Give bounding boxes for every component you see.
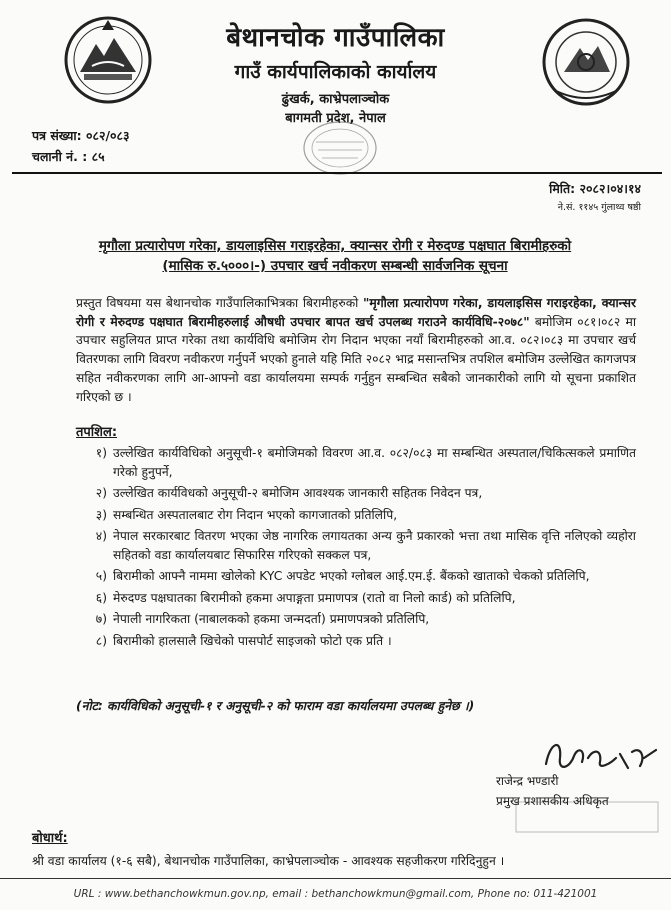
body-paragraph (76, 294, 636, 406)
list-item (76, 506, 636, 525)
list-item (76, 567, 636, 586)
nepal-sambat-date: ने.सं. ११४५ गुंलाथ्व षष्ठी (557, 202, 641, 213)
list-item (76, 589, 636, 608)
subject-line-2: (मासिक रु.५०००।-) उपचार खर्च नवीकरण सम्बन्धी सार्वजनिक सूचना (162, 258, 508, 274)
organization-name: बेथानचोक गाउँपालिका (226, 23, 445, 53)
list-item-text: मेरुदण्ड पक्षघातका बिरामीको हकमा अपाङ्गता प्रमाणपत्र (रातो वा निलो कार्ड) को प्रतिलिपि, (113, 590, 516, 605)
list-item-text: उल्लेखित कार्यविधको अनुसूची-२ बमोजिम आवश्यक जानकारी सहितक निवेदन पत्र, (113, 486, 483, 500)
list-item (76, 484, 636, 503)
office-stamp (300, 118, 380, 178)
body-text-end: बमोजिम ०८१।०८२ मा उपचार सहुलियत प्राप्त गरेका तथा कार्यविधि बमोजिम रोग निदान भएका नयाँ बिरामीहरुको आ.व. ०८२।०८३ मा उपचार खर्च वितरणका लागि विवरण नवीकरण गर्नुपर्ने भएको हुनाले यहि मिति २०८२ भाद्र मसान्तभित्र तपशिल बमोजिम उल्लेखित कागजपत्र सहित नवीकरणका लागि आ-आफ्नो वडा कार्यालयमा सम्पर्क गर्नुहुन सम्बन्धित सबैको जानकारीको लागि यो सूचना प्रकाशित गरिएको छ । (76, 314, 637, 404)
list-item-text: बिरामीको आफ्नै नाममा खोलेको KYC अपडेट भएको ग्लोबल आई.एम.ई. बैंकको खाताको चेकको प्रतिलिपि, (113, 569, 590, 583)
address-line-1: ढुंखर्क, काभ्रेपलाञ्चोक (281, 92, 390, 107)
list-item-number: ५) (95, 569, 107, 583)
cc-heading: बोधार्थ: (32, 831, 68, 846)
address-line-2: बागमती प्रदेश, नेपाल (285, 111, 386, 126)
list-item-text: नेपाल सरकारबाट वितरण भएका जेष्ठ नागरिक लगायतका अन्य कुनै प्रकारको भत्ता तथा मासिक वृत्ति नलिएको व्यहोरा सहितको वडा कार्यालयबाट सिफारिस गरिएको सक्कल पत्र, (113, 529, 636, 562)
body-text-bold: "मृगौला प्रत्यारोपण गरेका, डायलाइसिस गराइरहेका, क्यान्सर रोगी र मेरुदण्ड पक्षघात बिरामीहरुलाई औषधी उपचार बापत खर्च उपलब्ध गराउने कार्यविधि-२०७८" (76, 296, 636, 329)
header-divider (12, 172, 662, 174)
list-item-number: ६) (95, 590, 107, 605)
subject-line-1: मृगौला प्रत्यारोपण गरेका, डायलाइसिस गराइरहेका, क्यान्सर रोगी र मेरुदण्ड पक्षघात बिरामीहरुको (98, 238, 572, 254)
details-heading: तपशिल: (76, 425, 118, 440)
list-item-number: १) (95, 446, 107, 460)
list-item-number: ४) (95, 529, 107, 543)
list-item-text: नेपाली नागरिकता (नाबालकको हकमा जन्मदर्ता) प्रमाणपत्रको प्रतिलिपि, (113, 612, 430, 626)
list-item-text: सम्बन्धित अस्पतालबाट रोग निदान भएको कागजातको प्रतिलिपि, (113, 507, 398, 522)
dispatch-number: चलानी नं. : ८५ (32, 149, 105, 164)
issue-date: मिति: २०८२।०४।१४ (549, 181, 641, 196)
list-item (76, 632, 636, 651)
letter-number: पत्र संख्या: ०८२/०८३ (32, 128, 130, 143)
list-item-number: २) (95, 486, 107, 500)
list-item (76, 610, 636, 629)
footer-contact: URL : www.bethanchowkmun.gov.np, email : bethanchowkmun@gmail.com, Phone no: 011-421001 (73, 888, 598, 900)
signatory-title: प्रमुख प्रशासकीय अधिकृत (496, 794, 609, 808)
footer-divider (0, 878, 671, 879)
notice-subject (60, 236, 610, 276)
body-text-start: प्रस्तुत विषयमा यस बेथानचोक गाउँपालिकाभित्रका बिरामीहरुको (76, 296, 363, 310)
requirements-list (76, 444, 636, 653)
list-item (76, 527, 636, 564)
cc-recipients: श्री वडा कार्यालय (१-६ सबै), बेथानचोक गाउँपालिका, काभ्रेपलाञ्चोक - आवश्यक सहजीकरण गरिदिनुहुन । (32, 854, 505, 868)
list-item-text: उल्लेखित कार्यविधिको अनुसूची-१ बमोजिमको विवरण आ.व. ०८२/०८३ मा सम्बन्धित अस्पताल/चिकित्सकले प्रमाणित गरेको हुनुपर्ने, (113, 446, 636, 479)
name-seal-stamp (512, 796, 662, 836)
office-name: गाउँ कार्यपालिकाको कार्यालय (234, 61, 437, 83)
list-item-text: बिरामीको हालसालै खिचेको पासपोर्ट साइजको फोटो एक प्रति । (113, 633, 392, 648)
form-availability-note: (नोट: कार्यविधिको अनुसूची-१ र अनुसूची-२ को फाराम वडा कार्यालयमा उपलब्ध हुनेछ ।) (76, 699, 475, 713)
list-item-number: ३) (95, 507, 107, 522)
list-item (76, 444, 636, 481)
list-item-number: ७) (95, 612, 107, 626)
list-item-number: ८) (95, 633, 107, 648)
signatory-name: राजेन्द्र भण्डारी (496, 774, 559, 788)
